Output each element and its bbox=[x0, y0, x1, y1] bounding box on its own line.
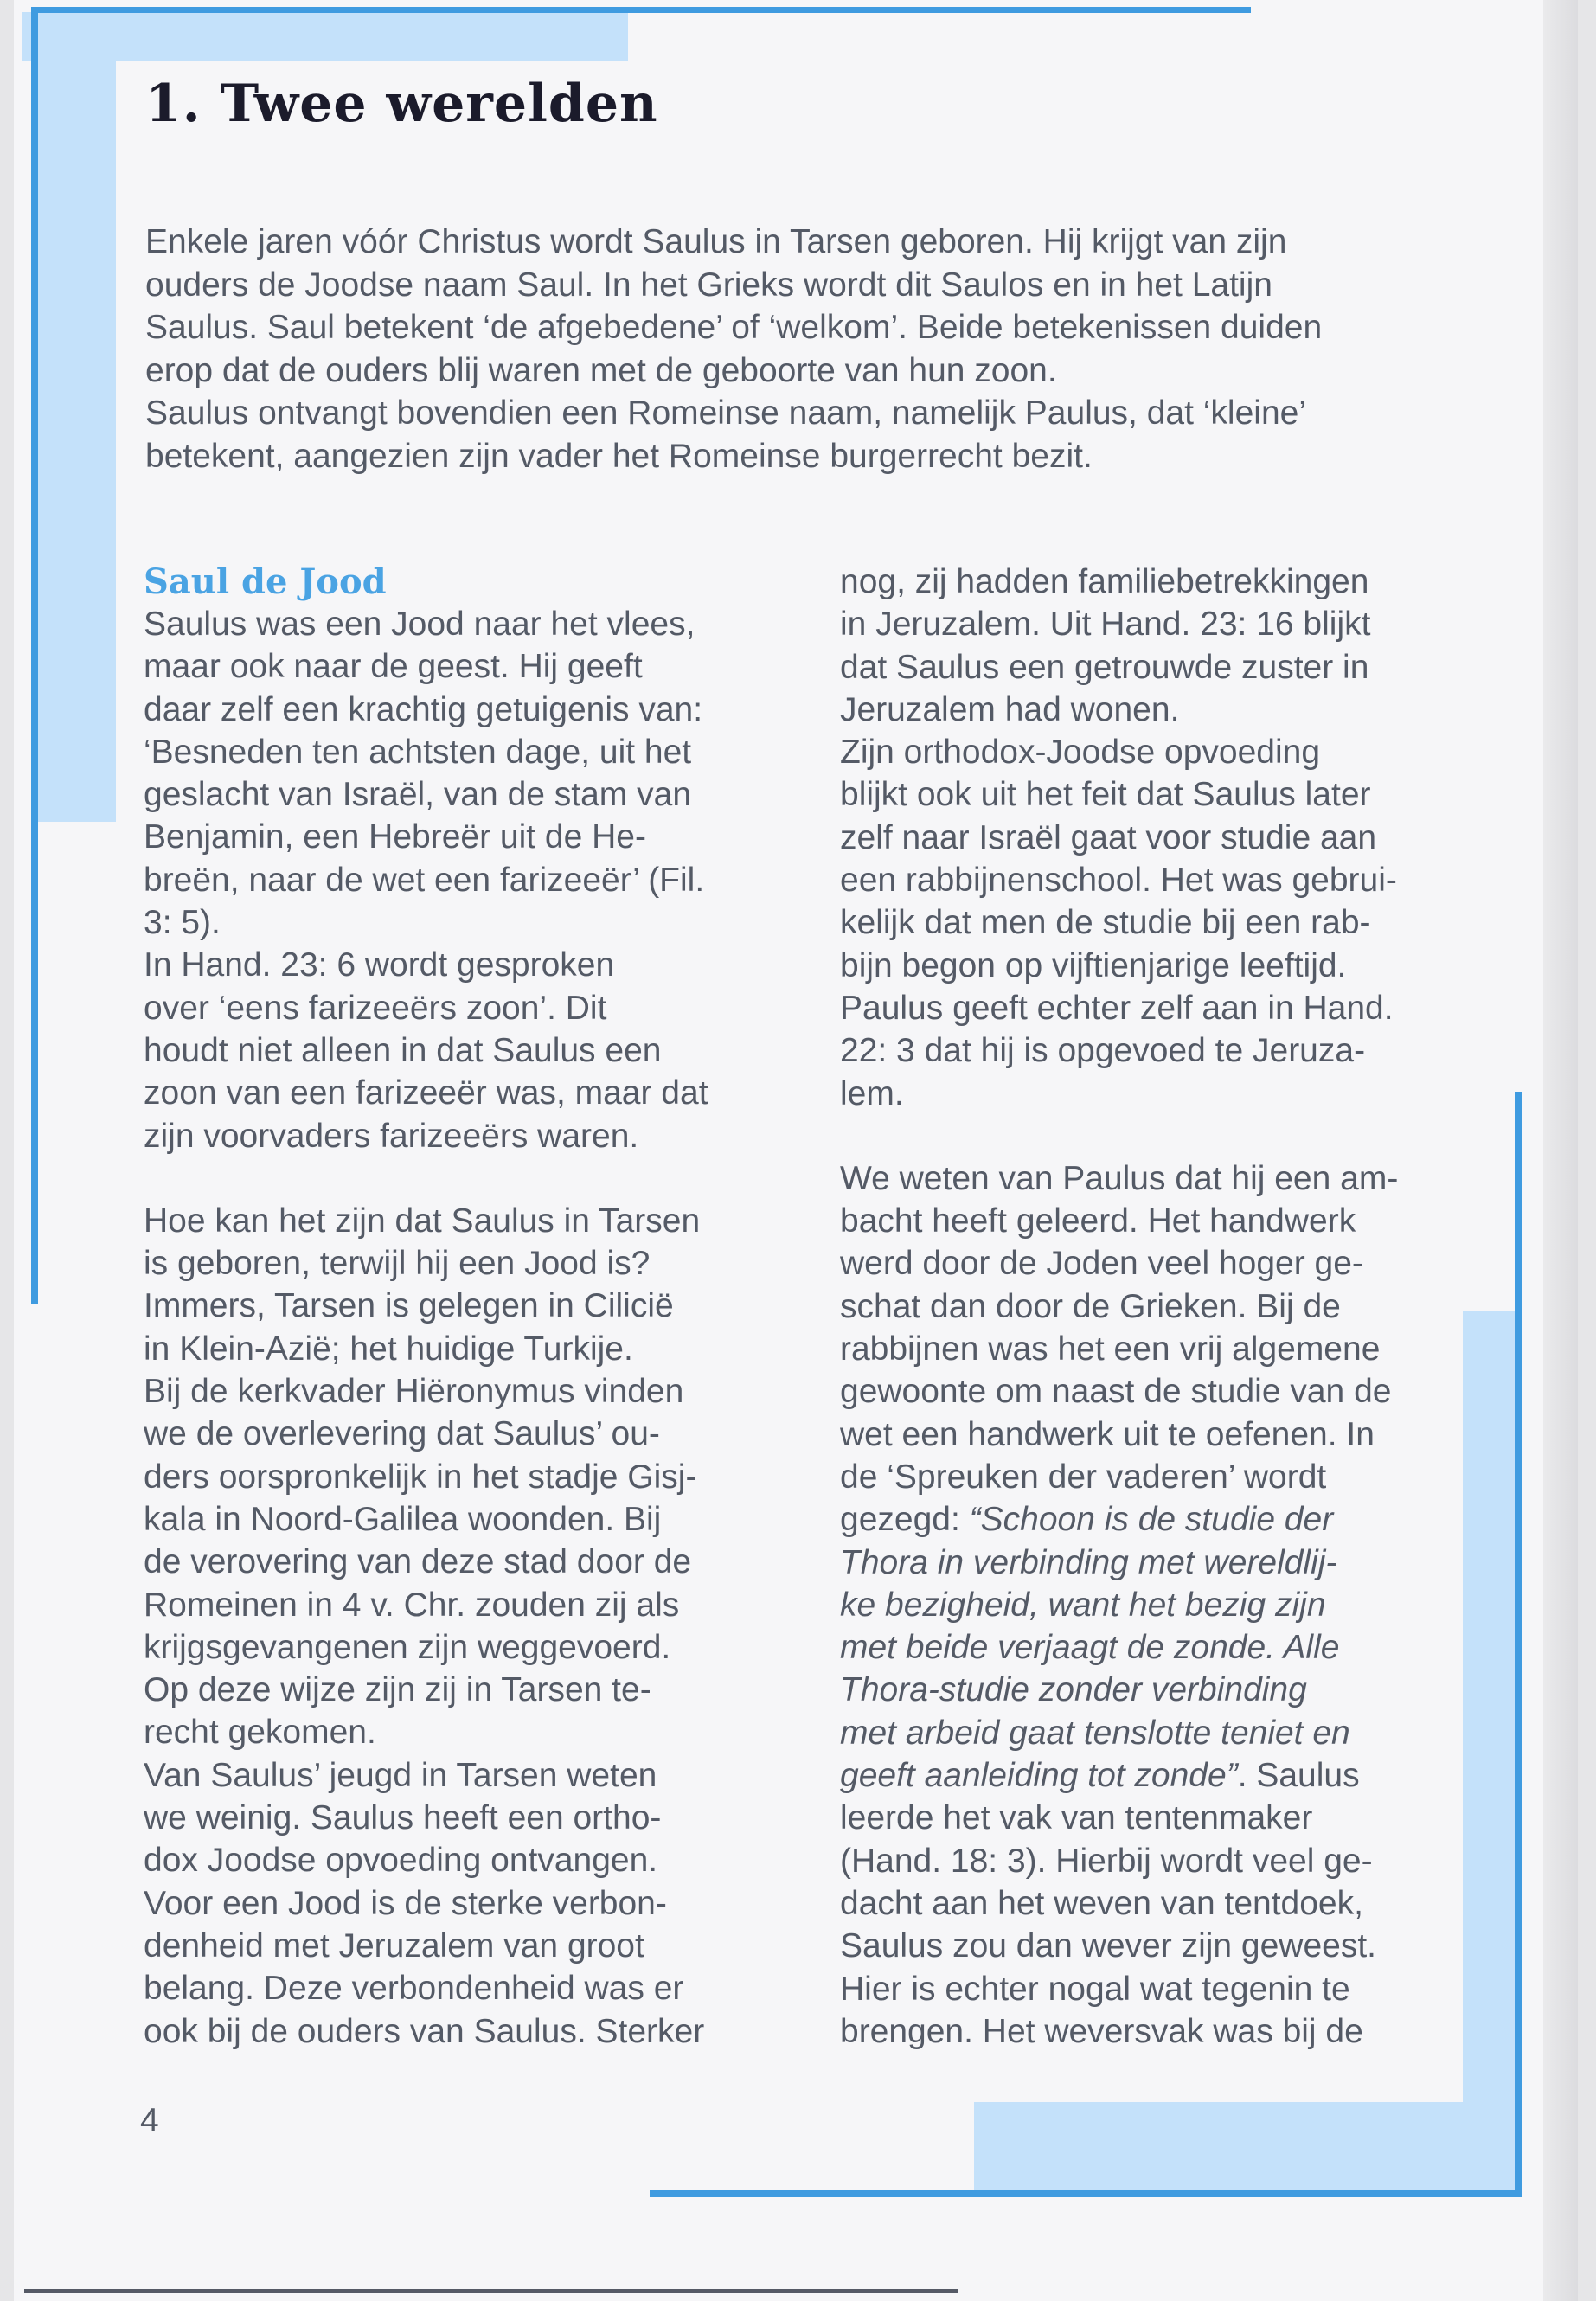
frame-top-line bbox=[31, 7, 1251, 13]
left-paragraph-5: Van Saulus’ jeugd in Tarsen weten we weinig. Saulus heeft een ortho- dox Joodse opvoeding ontvangen. Voor een Jood is de sterke verbon- denheid met Jeruzalem van groot belang. Deze verbondenheid was er ook bij de ouders van Saulus. Sterker bbox=[144, 1756, 705, 2050]
left-paragraph-3: Hoe kan het zijn dat Saulus in Tarsen is geboren, terwijl hij een Jood is? Immers, Tarsen is gelegen in Cilicië in Klein-Azië; het huidige Turkije. bbox=[144, 1202, 701, 1368]
frame-bottom-light bbox=[974, 2102, 1515, 2197]
frame-right-line bbox=[1515, 1092, 1522, 2197]
book-page bbox=[14, 0, 1578, 2301]
page-shadow bbox=[24, 2289, 958, 2293]
right-paragraph-3: We weten van Paulus dat hij een am- bacht heeft geleerd. Het handwerk werd door de Joden veel hoger ge- schat dan door de Grieken. Bij de rabbijnen was het een vrij algemene gewoonte om naast de studie van de wet een handwerk uit te oefenen. In de ‘Spreuken der vaderen’ wordt gezegd: “Schoon is de studie der Thora in verbinding met wereldlij- ke bezigheid, want het bezig zijn met beide verjaagt de zonde. Alle Thora-studie zonder verbinding met arbeid gaat tenslotte teniet en geeft aanleiding tot zonde”. Saulus leerde het vak van tentenmaker (Hand. 18: 3). Hierbij wordt veel ge- dacht aan het weven van tentdoek, Saulus zou dan wever zijn geweest. Hier is echter nogal wat tegenin te brengen. Het weversvak was bij de bbox=[840, 1159, 1399, 2050]
page-number: 4 bbox=[140, 2102, 159, 2139]
right-column bbox=[840, 561, 1463, 2053]
frame-right-light bbox=[1463, 1311, 1515, 2102]
frame-bottom-line bbox=[650, 2190, 1522, 2197]
frame-left-line bbox=[31, 7, 38, 1304]
left-paragraph-1: Saulus was een Jood naar het vlees, maar ook naar de geest. Hij geeft daar zelf een krachtig getuigenis van: ‘Besneden ten achtsten dage, uit het geslacht van Israël, van de stam van Benjamin, een Hebreër uit de He- breën, naar de wet een farizeeër’ (Fil. 3: 5). bbox=[144, 606, 705, 942]
frame-left-light bbox=[38, 61, 116, 822]
quote-text: “Schoon is de studie der bbox=[969, 1501, 1334, 1539]
page-title: 1. Twee werelden bbox=[145, 74, 658, 134]
right-paragraph-2: Zijn orthodox-Joodse opvoeding blijkt ook uit het feit dat Saulus later zelf naar Israël gaat voor studie aan een rabbijnenschool. Het was gebrui- kelijk dat men de studie bij een rab- bijn begon op vijftienjarige leeftijd. Paulus geeft echter zelf aan in Hand. 22: 3 dat hij is opgevoed te Jeruza- lem. bbox=[840, 734, 1397, 1112]
frame-top-light bbox=[22, 12, 628, 61]
left-paragraph-2: In Hand. 23: 6 wordt gesproken over ‘eens farizeeërs zoon’. Dit houdt niet alleen in dat Saulus een zoon van een farizeeër was, maar dat zijn voorvaders farizeeërs waren. bbox=[144, 946, 708, 1155]
left-paragraph-4: Bij de kerkvader Hiëronymus vinden we de overlevering dat Saulus’ ou- ders oorspronkelijk in het stadje Gisj- kala in Noord-Galilea woonden. Bij de verovering van deze stad door de Romeinen in 4 v. Chr. zouden zij als krijgsgevangenen zijn weggevoerd. Op deze wijze zijn zij in Tarsen te- recht gekomen. bbox=[144, 1373, 697, 1752]
page-edge bbox=[1543, 0, 1578, 2301]
left-column bbox=[144, 561, 766, 2053]
intro-paragraph: Enkele jaren vóór Christus wordt Saulus in Tarsen geboren. Hij krijgt van zijn ouders de Joodse naam Saul. In het Grieks wordt dit Saulos en in het Latijn Saulus. Saul betekent ‘de afgebedene’ of ‘welkom’. Beide betekenissen duiden erop dat de ouders blij waren met de geboorte van hun zoon. Saulus ontvangt bovendien een Romeinse naam, namelijk Paulus, dat ‘kleine’ betekent, aangezien zijn vader het Romeinse burgerrecht bezit. bbox=[145, 223, 1323, 475]
section-heading: Saul de Jood bbox=[144, 561, 387, 602]
right-paragraph-1: nog, zij hadden familiebetrekkingen in Jeruzalem. Uit Hand. 23: 16 blijkt dat Saulus een getrouwde zuster in Jeruzalem had wonen. bbox=[840, 563, 1371, 728]
